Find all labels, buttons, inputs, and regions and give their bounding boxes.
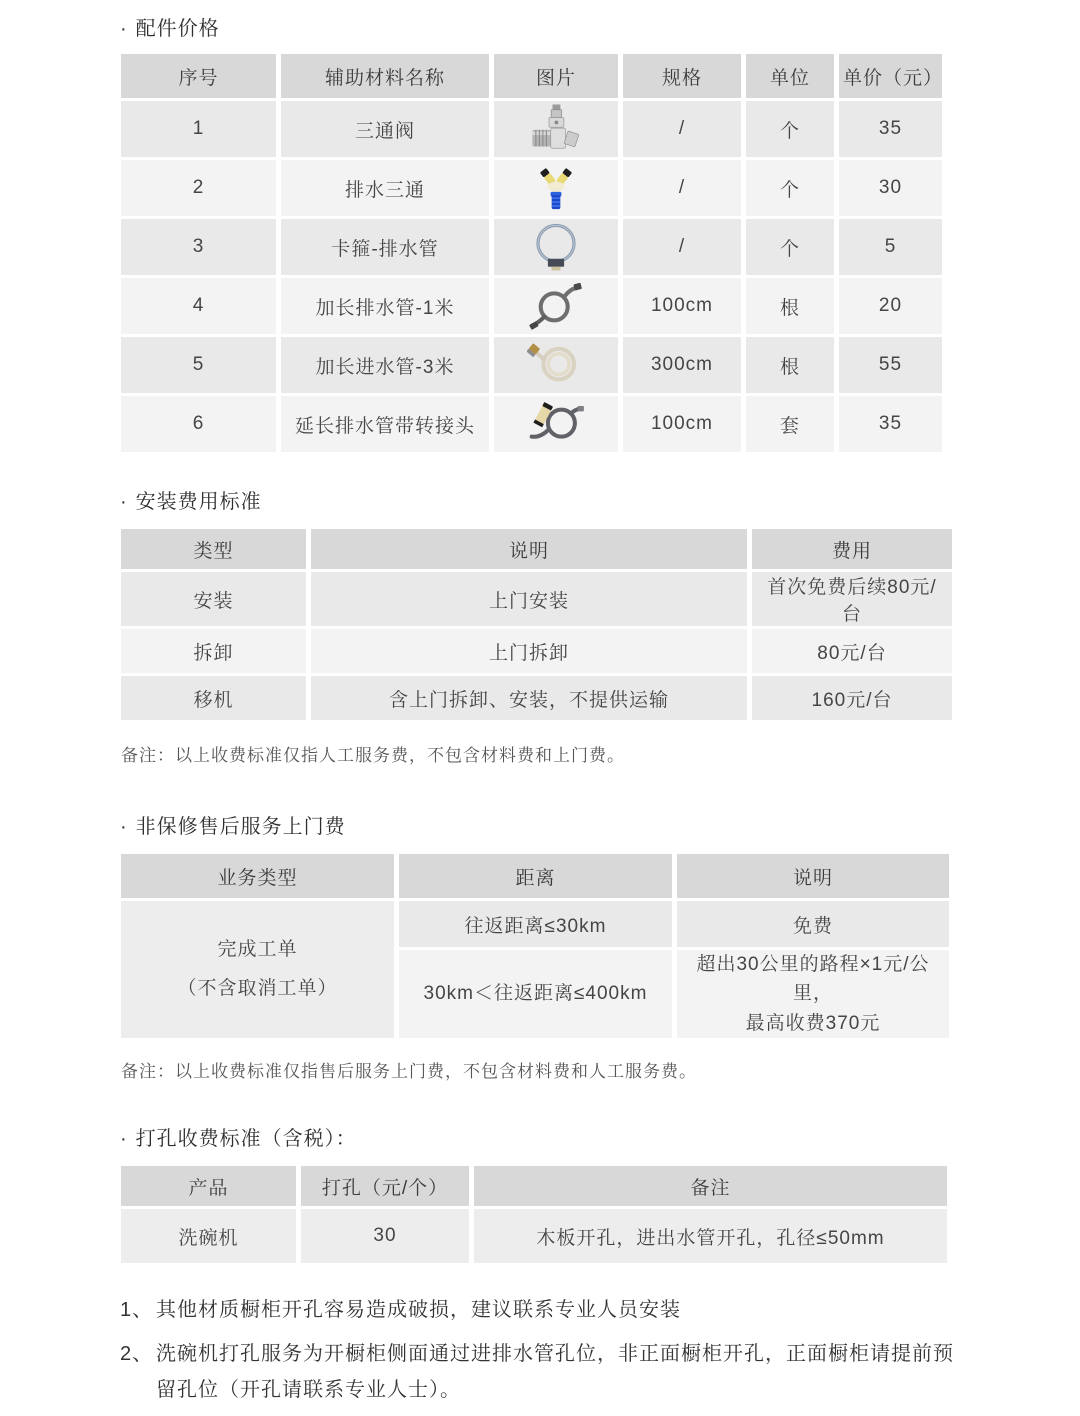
cell-type: 拆卸 (121, 629, 306, 673)
cell-serial: 2 (121, 160, 276, 216)
install-fee-table-body (121, 572, 952, 720)
column-header: 备注 (474, 1166, 947, 1206)
cell-desc: 上门安装 (311, 572, 747, 626)
cell-serial: 6 (121, 396, 276, 452)
cell-spec: / (623, 160, 741, 216)
bullet-icon: · (120, 491, 128, 513)
visit-fee-table (116, 851, 954, 1041)
column-header: 单位 (746, 54, 834, 98)
cell-spec: 300cm (623, 337, 741, 393)
table-row (121, 101, 942, 157)
cell-price: 20 (839, 278, 942, 334)
drill-fee-table-head (121, 1166, 947, 1206)
column-header: 辅助材料名称 (281, 54, 489, 98)
cell-type: 移机 (121, 676, 306, 720)
cell-price: 35 (839, 101, 942, 157)
bullet-icon: · (120, 18, 128, 40)
visit-fee-header-row (121, 854, 949, 898)
drill-fee-title-text: 打孔收费标准（含税）： (135, 1128, 357, 1151)
merged-cell-line: （不含取消工单） (177, 977, 338, 999)
column-header: 费用 (752, 529, 952, 569)
cell-fee: 80元/台 (752, 629, 952, 673)
cell-material-name: 延长排水管带转接头 (281, 396, 489, 452)
table-row (121, 337, 942, 393)
drain-tee-photo (531, 160, 581, 216)
cell-distance: 30km＜往返距离≤400km (399, 950, 672, 1038)
install-fee-note: 备注：以上收费标准仅指人工服务费，不包含材料费和上门费。 (121, 746, 625, 765)
cell-photo (494, 160, 618, 216)
footnote-text: 洗碗机打孔服务为开橱柜侧面通过进排水管孔位，非正面橱柜开孔，正面橱柜请提前预留孔位（开孔请联系专业人士）。 (156, 1343, 954, 1402)
cell-unit: 个 (746, 219, 834, 275)
install-fee-table (116, 526, 957, 723)
cell-unit: 根 (746, 337, 834, 393)
table-row (121, 1209, 947, 1263)
cell-material-name: 加长排水管-1米 (281, 278, 489, 334)
inlet-hose-photo (527, 338, 585, 392)
cell-material-name: 三通阀 (281, 101, 489, 157)
column-header: 类型 (121, 529, 306, 569)
cell-photo (494, 219, 618, 275)
merged-cell-line: 完成工单 (217, 938, 298, 960)
cell-unit: 个 (746, 160, 834, 216)
cell-business-type (121, 901, 394, 1038)
column-header: 单价（元） (839, 54, 942, 98)
column-header: 规格 (623, 54, 741, 98)
visit-fee-table-body (121, 901, 949, 1038)
clamp-photo (527, 220, 585, 274)
cell-type: 安装 (121, 572, 306, 626)
cell-photo (494, 278, 618, 334)
cell-material-name: 排水三通 (281, 160, 489, 216)
install-fee-title-text: 安装费用标准 (135, 491, 262, 513)
table-row (121, 901, 949, 947)
table-row (121, 278, 942, 334)
table-row (121, 396, 942, 452)
cell-fee: 首次免费后续80元/台 (752, 572, 952, 626)
table-row (121, 629, 952, 673)
cell-desc: 免费 (677, 901, 949, 947)
cell-serial: 1 (121, 101, 276, 157)
accessory-price-title-text: 配件价格 (135, 18, 220, 40)
cell-photo (494, 337, 618, 393)
column-header: 说明 (677, 854, 949, 898)
install-fee-title (120, 485, 1080, 514)
install-fee-table-head (121, 529, 952, 569)
cell-remark: 木板开孔，进出水管开孔，孔径≤50mm (474, 1209, 947, 1263)
drill-fee-table-body (121, 1209, 947, 1263)
column-header: 产品 (121, 1166, 296, 1206)
bullet-icon: · (120, 816, 128, 838)
drill-fee-title (120, 1122, 1080, 1151)
visit-fee-note: 备注：以上收费标准仅指售后服务上门费，不包含材料费和人工服务费。 (121, 1062, 697, 1082)
cell-price: 30 (839, 160, 942, 216)
table-row (121, 219, 942, 275)
drill-fee-table (116, 1163, 952, 1266)
cell-photo (494, 396, 618, 452)
cell-unit: 套 (746, 396, 834, 452)
accessories-header-row (121, 54, 942, 98)
cell-material-name: 卡箍-排水管 (281, 219, 489, 275)
drain-hose-photo (527, 279, 585, 333)
cell-unit: 个 (746, 101, 834, 157)
footnotes (120, 1292, 1080, 1408)
drill-fee-header-row (121, 1166, 947, 1206)
cell-spec: / (623, 101, 741, 157)
footnote (120, 1292, 1080, 1328)
visit-fee-title-text: 非保修售后服务上门费 (135, 816, 346, 838)
cell-spec: 100cm (623, 396, 741, 452)
column-header: 距离 (399, 854, 672, 898)
table-row (121, 676, 952, 720)
cell-drill-price: 30 (301, 1209, 469, 1263)
cell-desc: 超出30公里的路程×1元/公里， 最高收费370元 (677, 950, 949, 1038)
cell-serial: 5 (121, 337, 276, 393)
valve-photo (528, 102, 584, 156)
cell-distance: 往返距离≤30km (399, 901, 672, 947)
footnote-number: 2、 (120, 1343, 154, 1366)
column-header: 业务类型 (121, 854, 394, 898)
cell-serial: 3 (121, 219, 276, 275)
install-fee-header-row (121, 529, 952, 569)
cell-spec: 100cm (623, 278, 741, 334)
accessories-table (116, 51, 947, 455)
cell-desc: 含上门拆卸、安装，不提供运输 (311, 676, 747, 720)
cell-serial: 4 (121, 278, 276, 334)
accessories-table-body (121, 101, 942, 452)
accessories-table-head (121, 54, 942, 98)
cell-spec: / (623, 219, 741, 275)
column-header: 图片 (494, 54, 618, 98)
visit-fee-table-head (121, 854, 949, 898)
cell-photo (494, 101, 618, 157)
cell-fee: 160元/台 (752, 676, 952, 720)
bullet-icon: · (120, 1128, 128, 1151)
cell-material-name: 加长进水管-3米 (281, 337, 489, 393)
extension-hose-photo (527, 397, 585, 451)
column-header: 打孔（元/个） (301, 1166, 469, 1206)
footnote-text: 其他材质橱柜开孔容易造成破损，建议联系专业人员安装 (156, 1299, 681, 1322)
table-row (121, 160, 942, 216)
cell-desc: 上门拆卸 (311, 629, 747, 673)
accessory-price-title (120, 0, 1080, 41)
cell-price: 35 (839, 396, 942, 452)
column-header: 序号 (121, 54, 276, 98)
footnote-number: 1、 (120, 1299, 154, 1322)
column-header: 说明 (311, 529, 747, 569)
table-row (121, 572, 952, 626)
visit-fee-title (120, 810, 1080, 839)
footnote (120, 1336, 1080, 1408)
cell-price: 5 (839, 219, 942, 275)
cell-product: 洗碗机 (121, 1209, 296, 1263)
cell-unit: 根 (746, 278, 834, 334)
cell-price: 55 (839, 337, 942, 393)
